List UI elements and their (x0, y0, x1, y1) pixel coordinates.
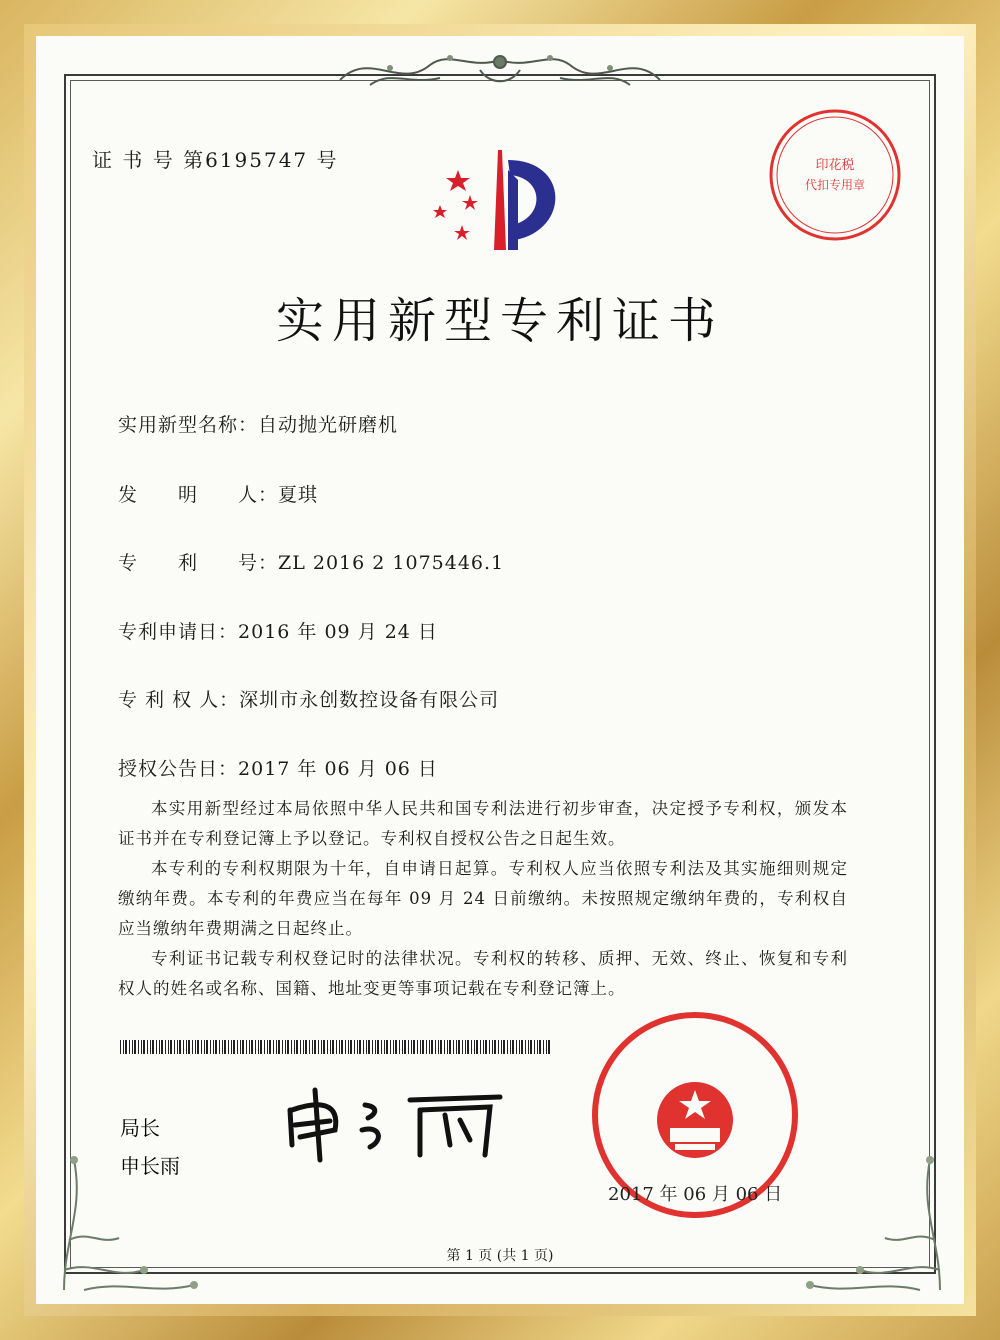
bottom-right-ornament-icon (800, 1120, 960, 1300)
field-grant-date (118, 754, 438, 781)
tax-stamp-icon (765, 105, 905, 245)
paragraph-legal-status: 专利证书记载专利权登记时的法律状况。专利权的转移、质押、无效、终止、恢复和专利权人的姓名或名称、国籍、地址变更等事项记载在专利登记簿上。 (118, 949, 848, 998)
field-label: 授权公告日： (118, 758, 239, 780)
field-label: 专利申请日： (118, 621, 239, 643)
seal-date: 2017 年 06 月 06 日 (608, 1184, 783, 1205)
svg-text:印花税: 印花税 (815, 158, 855, 173)
signatory-title: 局长 (120, 1116, 160, 1140)
field-value: ZL 2016 2 1075446.1 (278, 552, 505, 574)
patent-office-logo-icon (420, 140, 580, 260)
paragraph-grant-statement: 本实用新型经过本局依照中华人民共和国专利法进行初步审查，决定授予专利权，颁发本证书并在专利登记簿上予以登记。专利权自授权公告之日起生效。 (118, 799, 848, 848)
field-value: 深圳市永创数控设备有限公司 (239, 689, 500, 711)
paragraph-term-and-fees: 本专利的专利权期限为十年，自申请日起算。专利权人应当依照专利法及其实施细则规定缴纳年费。本专利的年费应当在每年 09 月 24 日前缴纳。未按照规定缴纳年费的，专利权自应当缴纳年费期满之日起终止。 (118, 859, 848, 938)
field-application-date (118, 617, 438, 644)
field-patentee (118, 685, 499, 712)
barcode (120, 1040, 550, 1054)
field-label: 发 明 人： (118, 484, 279, 506)
field-value: 夏琪 (278, 484, 319, 506)
field-value: 自动抛光研磨机 (258, 414, 399, 436)
signatory-name: 申长雨 (120, 1154, 180, 1178)
field-patent-number (118, 548, 504, 575)
field-value: 2017 年 06 月 06 日 (238, 758, 438, 780)
handwritten-signature-icon (280, 1085, 510, 1165)
field-inventor (118, 480, 318, 507)
certificate-number: 证 书 号 第6195747 号 (92, 148, 339, 172)
field-label: 实用新型名称： (118, 414, 259, 436)
field-label: 专 利 权 人： (118, 689, 240, 711)
svg-text:代扣专用章: 代扣专用章 (804, 178, 866, 192)
certificate-title: 实用新型专利证书 (275, 293, 724, 349)
page-footer: 第 1 页 (共 1 页) (446, 1248, 554, 1264)
bottom-left-ornament-icon (44, 1120, 204, 1300)
field-label: 专 利 号： (118, 552, 279, 574)
field-value: 2016 年 09 月 24 日 (238, 621, 438, 643)
field-utility-model-name (118, 410, 398, 437)
top-ornament-icon (330, 40, 670, 100)
